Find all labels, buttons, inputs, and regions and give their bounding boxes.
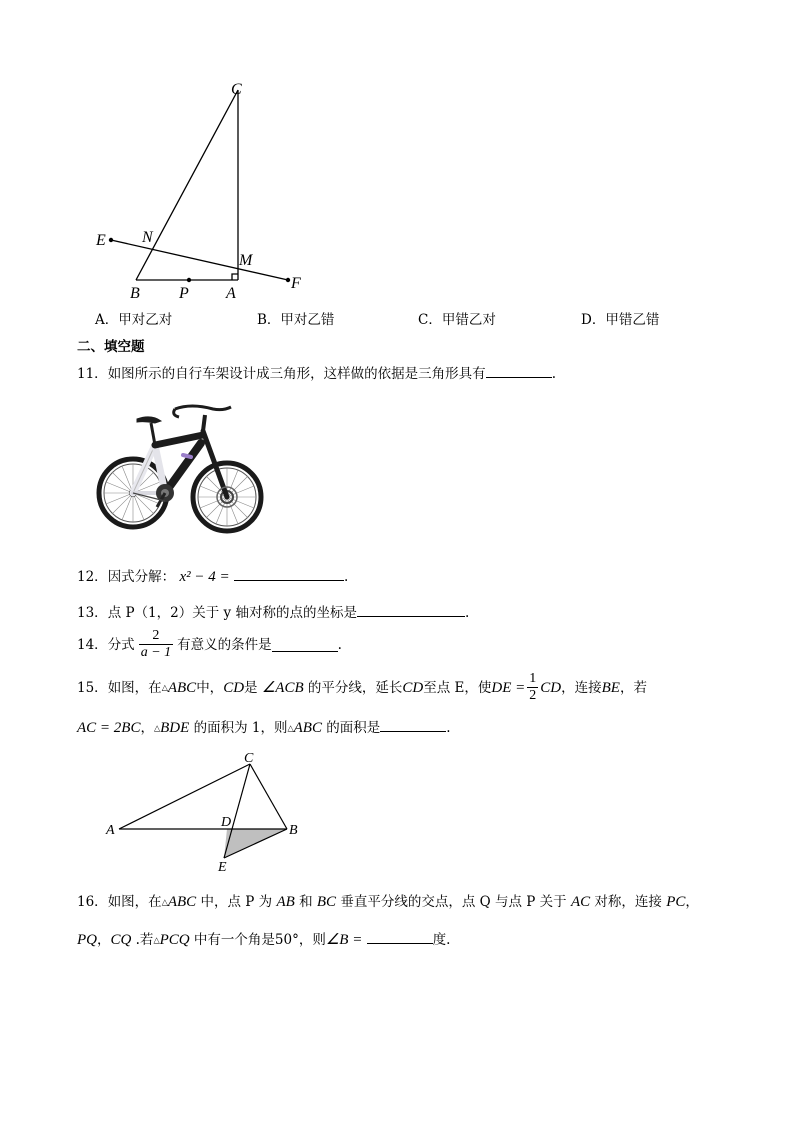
question-text: 有意义的条件是 [177,636,272,653]
question-number: 11． [77,366,108,382]
math-abc: ABC [167,679,197,696]
section-title: 二、填空题 [77,339,145,355]
label-M: M [239,252,253,269]
text: 度. [432,932,451,948]
text: 中， [196,679,224,696]
fraction-denominator: 2 [529,688,537,703]
label-N: N [142,229,153,246]
question-15-line-1 [77,671,647,704]
text: 垂直平分线的交点，点 Q 与点 P 关于 [336,894,567,910]
question-number: 16． [77,894,108,910]
text: 的面积为 1，则 [189,720,288,736]
math-cd: CD [223,679,245,696]
answer-blank [367,929,433,944]
math-angle: ∠ACB [261,679,304,696]
question-16-line-2 [77,929,450,950]
label-A: A [106,823,115,838]
math-bde: BDE [160,720,190,736]
label-P: P [179,285,189,302]
answer-blank [357,602,465,617]
period: . [464,605,470,621]
label-E: E [96,232,106,249]
math-ab: AB [276,894,295,910]
math-ac-2bc: AC = 2BC [77,720,141,736]
question-12 [77,566,348,586]
text: 中，点 P 为 [196,894,273,910]
question-number: 12． [77,569,108,585]
label-B: B [130,285,140,302]
math-bc: BC [316,894,337,910]
question-text: 因式分解： [107,569,176,585]
option-d: D．甲错乙错 [581,312,660,328]
math-cd: CD [402,679,424,696]
right-angle-mark [232,274,238,280]
option-c: C．甲错乙对 [418,312,496,328]
question-16-line-1 [77,893,699,912]
text: 如图，在 [107,894,162,910]
math-pcq: PCQ [159,932,190,948]
option-a: A．甲对乙对 [95,312,173,328]
math-angle-b: ∠B = [325,932,363,948]
text: 至点 E，使 [423,679,492,696]
text: 对称，连接 [590,894,662,910]
point-F-dot [286,278,290,282]
point-P-dot [187,278,191,282]
math-abc: ABC [167,894,197,910]
fraction-numerator: 2 [152,628,160,643]
text: ，连接 [561,679,602,696]
math-ac: AC [570,894,591,910]
period: . [343,569,349,585]
answer-blank [272,637,338,652]
text: ，若 [619,679,647,696]
geometry-figure-q10 [85,75,315,305]
answer-blank [380,717,446,732]
text: 中有一个角是50°，则 [189,932,326,948]
math-cd: CD [540,679,562,696]
period: . [551,366,556,382]
segment-EF [111,240,288,280]
question-text: 分式 [107,636,135,653]
math-abc: ABC [293,720,322,736]
fraction [139,628,173,661]
triangle-symbol: △ [153,723,161,733]
text: .若 [131,932,154,948]
answer-blank [486,363,552,378]
point-E-dot [109,238,113,242]
label-D: D [221,815,232,830]
bicycle-image [95,395,267,545]
question-15-line-2 [77,717,451,738]
label-C: C [244,751,254,766]
period: . [446,720,451,736]
label-E: E [218,860,227,875]
text: ， [97,932,111,948]
triangle-symbol: △ [161,897,168,907]
label-A: A [226,285,236,302]
triangle-symbol: △ [153,935,160,945]
question-number: 13． [77,605,108,621]
question-text: 点 P（1，2）关于 y 轴对称的点的坐标是 [107,605,357,621]
fraction-numerator: 1 [529,671,537,686]
fraction-denominator: a − 1 [140,645,172,660]
period: . [337,636,342,653]
fraction-half [527,671,538,704]
text: ， [140,720,154,736]
segment-CB [250,764,287,829]
triangle-symbol: △ [287,723,294,733]
answer-blank [234,566,344,581]
text: 的平分线，延长 [307,679,403,696]
question-text: 如图所示的自行车架设计成三角形，这样做的依据是三角形具有 [107,366,486,382]
label-B: B [289,823,298,838]
math-pc: PC [666,894,686,910]
triangle-symbol: △ [161,682,168,692]
question-number: 15． [77,679,108,696]
text: 如图，在 [107,679,162,696]
text: 和 [294,894,313,910]
math-pq: PQ [77,932,97,948]
geometry-figure-q15 [100,750,320,880]
math-de: DE = [491,679,526,696]
question-11 [77,363,556,383]
math-expression: x² − 4 = [179,569,230,585]
label-F: F [291,275,301,292]
question-14 [77,628,342,661]
math-be: BE [601,679,620,696]
question-13 [77,602,469,622]
text: 是 [244,679,258,696]
text: ， [685,894,699,910]
question-number: 14． [77,636,108,653]
segment-BC [136,90,238,280]
option-b: B．甲对乙错 [257,312,335,328]
math-cq: CQ [110,932,132,948]
label-C: C [231,81,242,98]
text: 的面积是 [321,720,381,736]
